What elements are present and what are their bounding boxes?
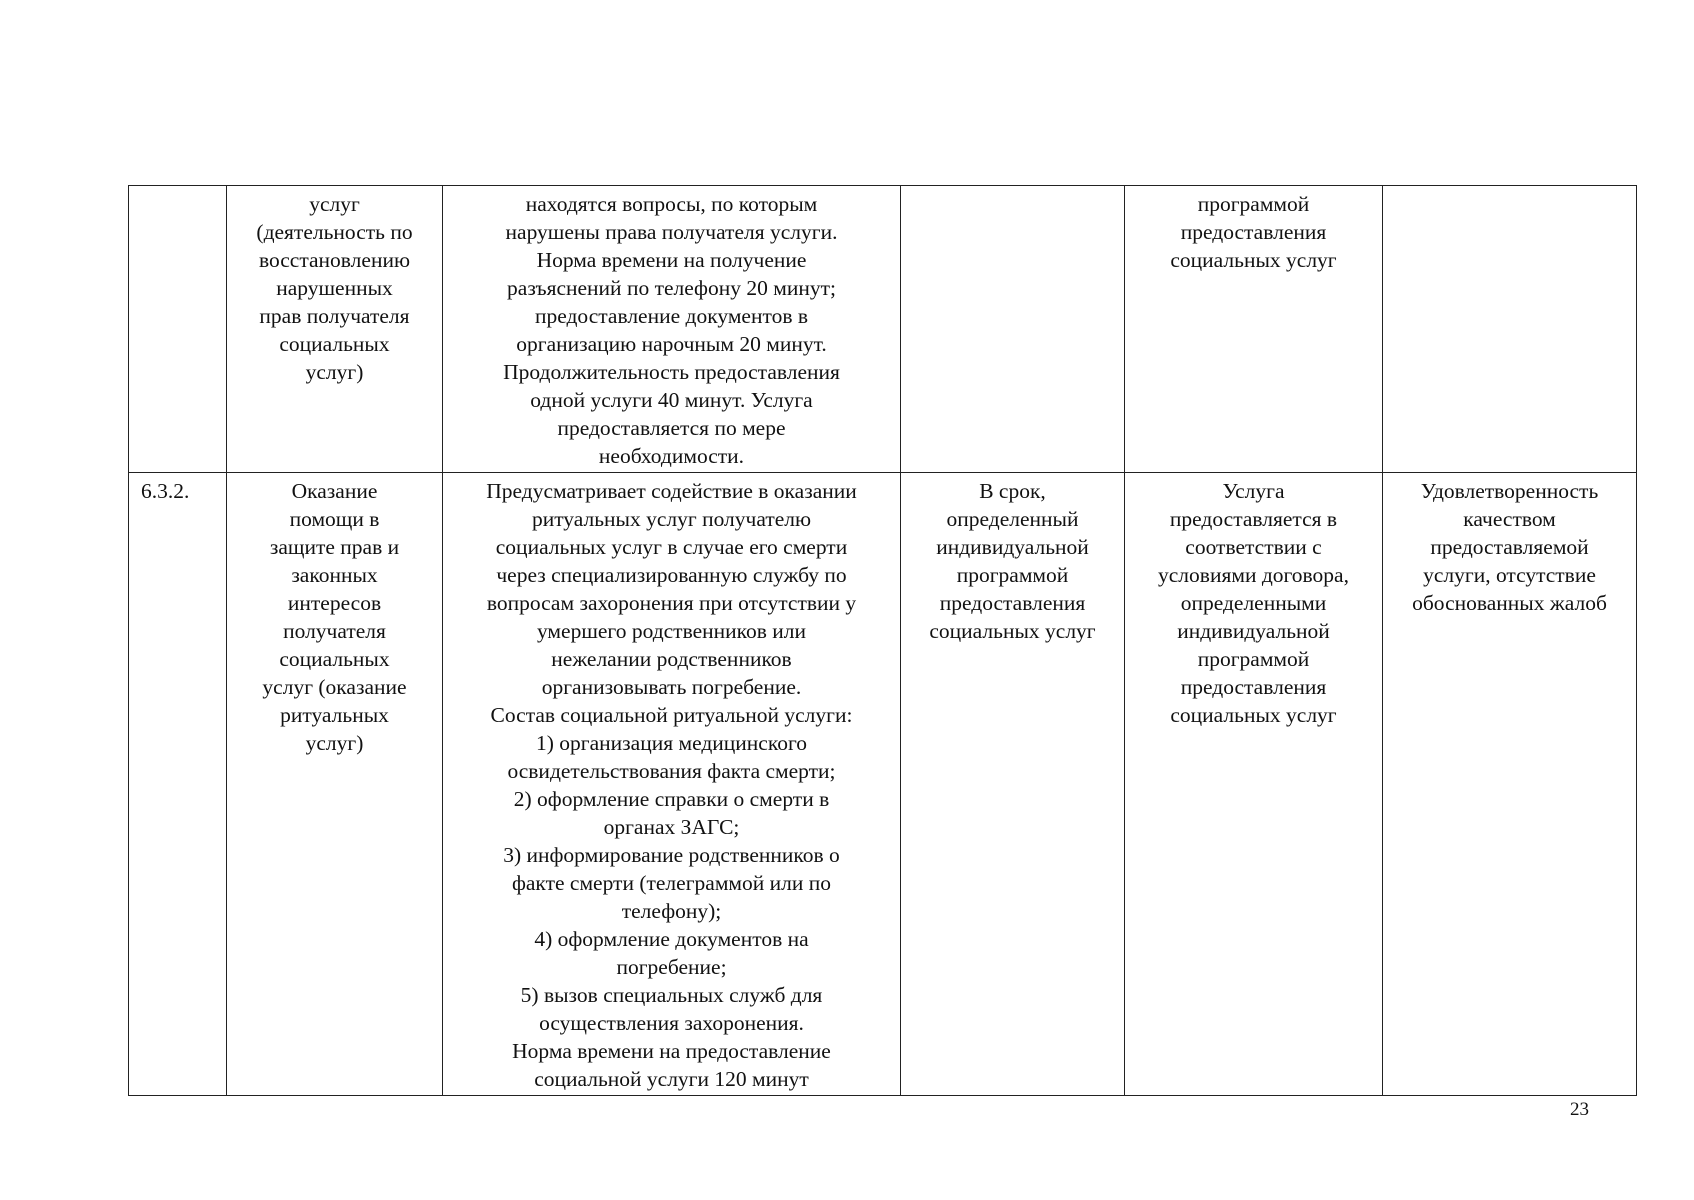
- service-number-cell: 6.3.2.: [129, 473, 227, 1096]
- service-term-cell: В срок, определенный индивидуальной программой предоставления социальных услуг: [901, 473, 1125, 1096]
- service-name-cell: услуг (деятельность по восстановлению нарушенных прав получателя социальных услуг): [227, 186, 443, 473]
- service-quality-cell: Удовлетворенность качеством предоставляемой услуги, отсутствие обоснованных жалоб: [1383, 473, 1637, 1096]
- table-row: [129, 473, 1637, 1096]
- page-number: 23: [1570, 1099, 1589, 1120]
- service-quality-cell: [1383, 186, 1637, 473]
- service-conditions-cell: программой предоставления социальных услуг: [1125, 186, 1383, 473]
- service-conditions-cell: Услуга предоставляется в соответствии с условиями договора, определенными индивидуальной программой предоставления социальных услуг: [1125, 473, 1383, 1096]
- service-number-cell: [129, 186, 227, 473]
- service-description-cell: Предусматривает содействие в оказании ритуальных услуг получателю социальных услуг в случае его смерти через специализированную службу по вопросам захоронения при отсутствии у умершего родственников или нежелании родственников организовывать погребение. Состав социальной ритуальной услуги: 1) организация медицинского освидетельствования факта смерти; 2) оформление справки о смерти в органах ЗАГС; 3) информирование родственников о факте смерти (телеграммой или по телефону); 4) оформление документов на погребение; 5) вызов специальных служб для осуществления захоронения. Норма времени на предоставление социальной услуги 120 минут: [443, 473, 901, 1096]
- table-row: [129, 186, 1637, 473]
- service-term-cell: [901, 186, 1125, 473]
- services-table: [128, 185, 1637, 1096]
- service-description-cell: находятся вопросы, по которым нарушены права получателя услуги. Норма времени на получение разъяснений по телефону 20 минут; предоставление документов в организацию нарочным 20 минут. Продолжительность предоставления одной услуги 40 минут. Услуга предоставляется по мере необходимости.: [443, 186, 901, 473]
- service-name-cell: Оказание помощи в защите прав и законных интересов получателя социальных услуг (оказание ритуальных услуг): [227, 473, 443, 1096]
